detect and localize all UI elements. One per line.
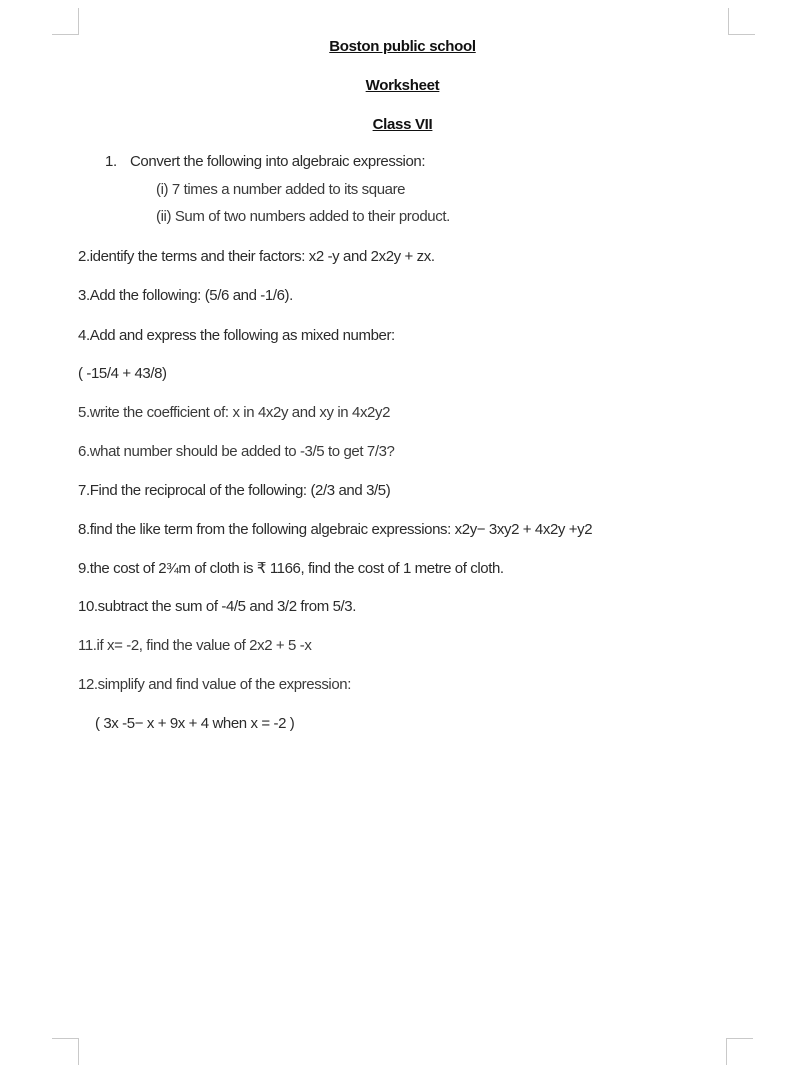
question-1: Convert the following into algebraic expression: bbox=[130, 153, 426, 170]
question-8: 8.find the like term from the following algebraic expressions: x2y− 3xy2 + 4x2y +y2 bbox=[78, 521, 593, 538]
crop-mark-top-right bbox=[728, 8, 755, 35]
question-10: 10.subtract the sum of -4/5 and 3/2 from 5/3. bbox=[78, 598, 356, 615]
crop-mark-bottom-right bbox=[726, 1038, 753, 1065]
question-9: 9.the cost of 2¾m of cloth is ₹ 1166, find the cost of 1 metre of cloth. bbox=[78, 560, 504, 577]
question-3: 3.Add the following: (5/6 and -1/6). bbox=[78, 287, 293, 304]
worksheet-title: Worksheet bbox=[365, 77, 440, 94]
question-7: 7.Find the reciprocal of the following: (2/3 and 3/5) bbox=[78, 482, 391, 499]
question-6: 6.what number should be added to -3/5 to get 7/3? bbox=[78, 443, 395, 460]
question-4-expression: ( -15/4 + 43/8) bbox=[78, 365, 167, 382]
crop-mark-top-left bbox=[52, 8, 79, 35]
question-1-part-i: (i) 7 times a number added to its square bbox=[156, 181, 406, 198]
question-12-expression: ( 3x -5− x + 9x + 4 when x = -2 ) bbox=[95, 715, 295, 732]
question-4: 4.Add and express the following as mixed number: bbox=[78, 327, 395, 344]
question-2: 2.identify the terms and their factors: x2 -y and 2x2y + zx. bbox=[78, 248, 435, 265]
question-1-number: 1. bbox=[105, 153, 117, 170]
question-11: 11.if x= -2, find the value of 2x2 + 5 -x bbox=[78, 637, 312, 654]
crop-mark-bottom-left bbox=[52, 1038, 79, 1065]
class-title: Class VII bbox=[372, 116, 433, 133]
question-1-part-ii: (ii) Sum of two numbers added to their product. bbox=[156, 208, 450, 225]
question-12: 12.simplify and find value of the expression: bbox=[78, 676, 351, 693]
school-title: Boston public school bbox=[329, 38, 476, 55]
question-5: 5.write the coefficient of: x in 4x2y and xy in 4x2y2 bbox=[78, 404, 391, 421]
